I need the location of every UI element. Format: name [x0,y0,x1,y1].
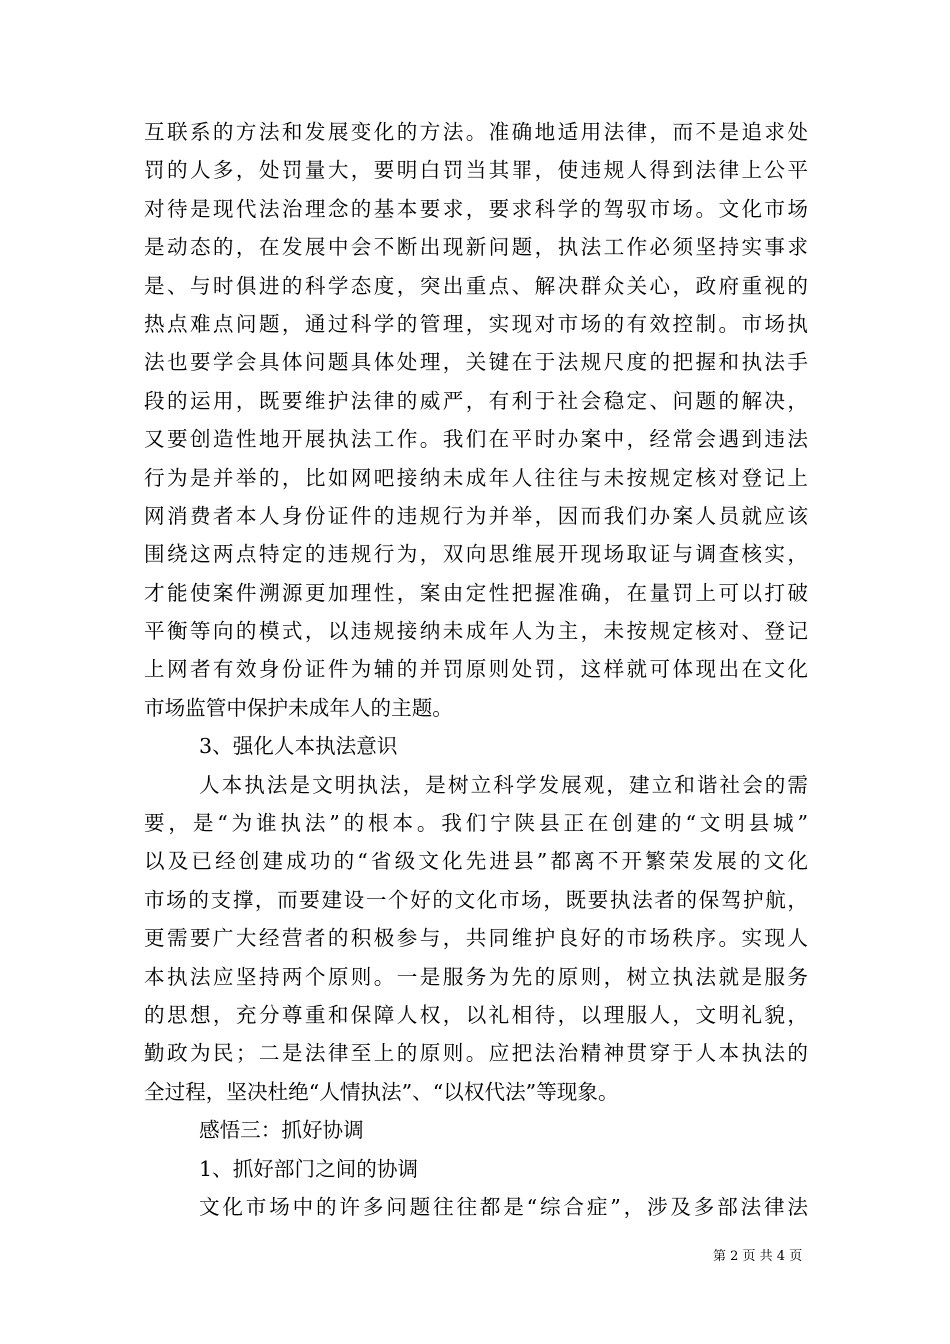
text-line: 文化市场中的许多问题往往都是“综合症”，涉及多部法律法 [199,1194,808,1219]
text-line: 要，是“为谁执法”的根本。我们宁陕县正在创建的“文明县城” [144,811,808,836]
text-line: 互联系的方法和发展变化的方法。准确地适用法律，而不是追求处 [144,120,808,144]
text-line: 市场的支撑，而要建设一个好的文化市场，既要执法者的保驾护航， [144,887,808,912]
text-line: 段的运用，既要维护法律的威严，有利于社会稳定、问题的解决， [144,388,808,413]
text-line: 以及已经创建成功的“省级文化先进县”都离不开繁荣发展的文化 [144,849,808,874]
text-line: 更需要广大经营者的积极参与，共同维护良好的市场秩序。实现人 [144,926,808,951]
text-line: 人本执法是文明执法，是树立科学发展观，建立和谐社会的需 [199,772,808,797]
text-line: 网消费者本人身份证件的违规行为并举，因而我们办案人员就应该 [144,503,808,528]
text-line: 才能使案件溯源更加理性，案由定性把握准确，在量罚上可以打破 [144,580,808,605]
text-line: 是动态的，在发展中会不断出现新问题，执法工作必须坚持实事求 [144,235,808,260]
text-line: 是、与时俱进的科学态度，突出重点、解决群众关心，政府重视的 [144,273,808,298]
text-line: 罚的人多，处罚量大，要明白罚当其罪，使违规人得到法律上公平 [144,158,808,183]
text-line: 平衡等向的模式，以违规接纳未成年人为主，未按规定核对、登记 [144,619,808,644]
text-line: 对待是现代法治理念的基本要求，要求科学的驾驭市场。文化市场 [144,196,808,221]
section-heading: 感悟三：抓好协调 [199,1118,364,1143]
text-line: 本执法应坚持两个原则。一是服务为先的原则，树立执法就是服务 [144,964,808,989]
page-number-footer: 第 2 页 共 4 页 [713,1249,803,1264]
text-line: 行为是并举的，比如网吧接纳未成年人往往与未按规定核对登记上 [144,465,808,490]
subsection-heading: 1、抓好部门之间的协调 [199,1156,419,1181]
body-text [144,113,808,1226]
text-line: 勤政为民；二是法律至上的原则。应把法治精神贯穿于人本执法的 [144,1041,808,1066]
text-line: 热点难点问题，通过科学的管理，实现对市场的有效控制。市场执 [144,311,808,336]
text-line: 围绕这两点特定的违规行为，双向思维展开现场取证与调查核实， [144,542,808,567]
text-line: 的思想，充分尊重和保障人权，以礼相待，以理服人，文明礼貌， [144,1002,808,1027]
text-line: 全过程，坚决杜绝“人情执法”、“以权代法”等现象。 [144,1079,619,1104]
text-line: 法也要学会具体问题具体处理，关键在于法规尺度的把握和执法手 [144,350,808,375]
text-line: 又要创造性地开展执法工作。我们在平时办案中，经常会遇到违法 [144,427,808,452]
text-line: 上网者有效身份证件为辅的并罚原则处罚，这样就可体现出在文化 [144,657,808,682]
section-heading: 3、强化人本执法意识 [199,734,398,759]
text-line: 市场监管中保护未成年人的主题。 [144,695,453,720]
